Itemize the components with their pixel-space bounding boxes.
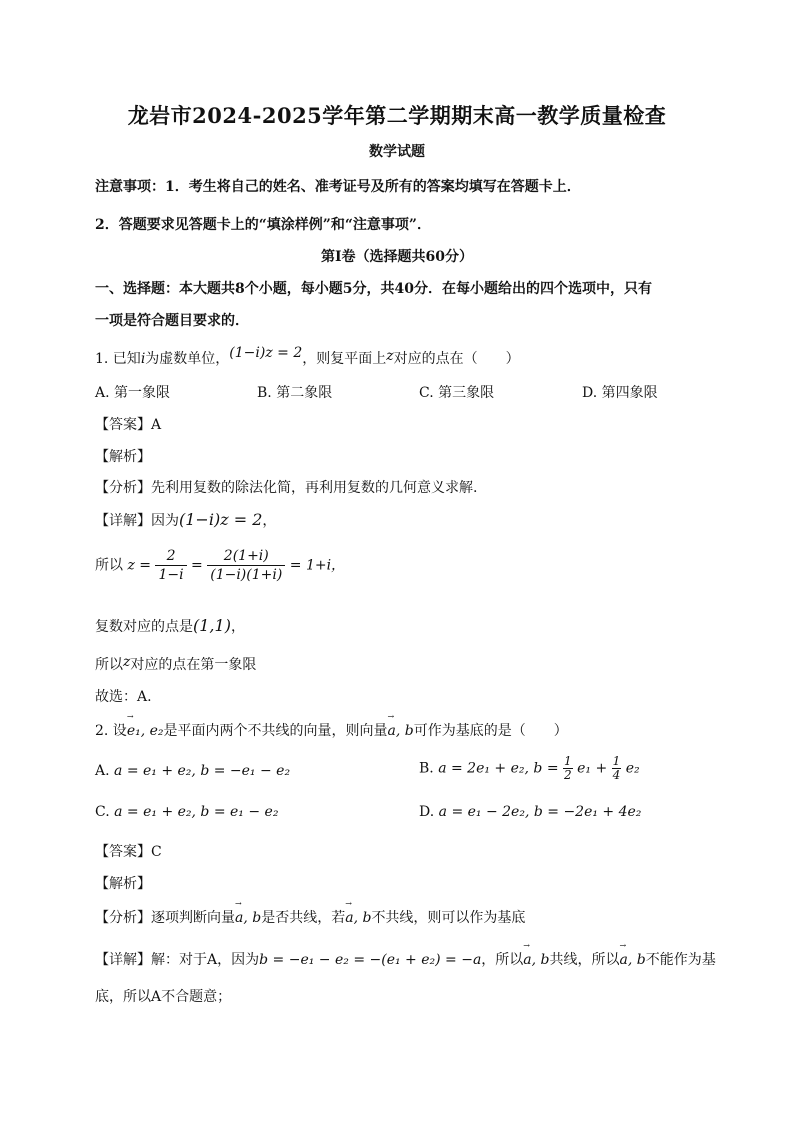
q2-option-b (419, 755, 640, 782)
q1-fenxi: 【分析】先利用复数的除法化简，再利用复数的几何意义求解. (95, 480, 478, 496)
q1-fraction-1 (155, 547, 186, 584)
q2-option-b-frac-2 (612, 755, 622, 782)
q2-fenxi-vec-2: → a, b (345, 910, 371, 926)
q1-fraction-1-num: 2 (155, 547, 186, 566)
page-subtitle: 数学试题 (369, 144, 425, 160)
q1-answer: 【答案】A (95, 417, 162, 433)
q2-option-d-expr: a = e₁ − 2e₂, b = −2e₁ + 4e₂ (438, 804, 642, 820)
q1-detail-b: ， (262, 513, 277, 529)
q2-stem-vec-ab: → a, b (388, 723, 414, 739)
q2-option-b-pre: a = 2e₁ + e₂, b = (438, 760, 559, 777)
q2-detail-vec-1: → a, b (523, 952, 549, 968)
q2-detail-b: ，所以 (481, 952, 524, 968)
q1-detail-a: 【详解】因为 (95, 513, 179, 529)
q2-fenxi (95, 907, 525, 927)
q2-detail (95, 949, 716, 969)
q1-point-b: ， (230, 619, 245, 635)
q1-stem (95, 345, 520, 368)
q1-fraction-2-den: (1−i)(1+i) (210, 567, 283, 583)
q2-detail-vec-2: → a, b (620, 952, 646, 968)
q1-point-a: 复数对应的点是 (95, 619, 193, 635)
q1-option-a: A. 第一象限 (95, 385, 171, 401)
q2-fenxi-b: 是否共线，若 (261, 910, 346, 926)
q1-fraction-1-den: 1−i (158, 567, 184, 583)
q1-equals: = (191, 557, 203, 574)
q1-solve-line (95, 547, 345, 584)
q1-detail-eq: (1−i)z = 2 (179, 510, 263, 529)
section-title: 第Ⅰ卷（选择题共60分） (320, 249, 474, 265)
q1-analysis-label: 【解析】 (95, 449, 151, 465)
q2-detail-eq: b = −e₁ − e₂ = −(e₁ + e₂) = −a (259, 952, 482, 968)
q1-stem-a: 1. 已知 (95, 351, 141, 367)
q2-detail-d: 不能作为基 (645, 952, 716, 968)
q2-analysis-label: 【解析】 (95, 876, 151, 892)
q1-detail (95, 510, 276, 530)
q2-fenxi-a: 【分析】逐项判断向量 (95, 910, 235, 926)
q1-so-tail: = 1+i， (289, 557, 346, 574)
q1-quad-a: 所以 (95, 657, 123, 673)
q2-option-b-frac-1-den: 2 (564, 768, 572, 782)
q2-option-b-label: B. (419, 760, 434, 777)
q2-fenxi-c: 不共线，则可以作为基底 (371, 910, 526, 926)
q1-stem-c: ，则复平面上 (302, 351, 387, 367)
q2-option-a (95, 763, 290, 779)
q1-point-line (95, 616, 245, 636)
q1-point-value: (1,1) (193, 616, 231, 635)
q2-option-b-frac-1-num: 1 (564, 754, 572, 768)
q2-stem (95, 720, 568, 740)
q1-fraction-2 (207, 547, 285, 584)
q2-option-c (95, 804, 278, 820)
q2-answer: 【答案】C (95, 844, 162, 860)
q1-fraction-2-num: 2(1+i) (207, 547, 285, 566)
part1-line-2: 一项是符合题目要求的． (95, 313, 249, 329)
q2-option-b-mid: e₁ + (577, 760, 608, 777)
q2-stem-vec-e: → e₁, e₂ (127, 723, 164, 739)
q2-stem-a: 2. 设 (95, 723, 127, 739)
q2-option-a-label: A. (95, 763, 110, 779)
q2-option-d-label: D. (419, 804, 435, 820)
q2-option-b-frac-1 (563, 755, 573, 782)
q1-option-d: D. 第四象限 (582, 385, 658, 401)
q2-stem-b: 是平面内两个不共线的向量，则向量 (163, 723, 388, 739)
part1-line-1: 一、选择题：本大题共8个小题，每小题5分，共40分．在每小题给出的四个选项中，只有 (95, 281, 652, 297)
q1-stem-i: i (140, 351, 146, 367)
q2-detail-line-2: 底，所以A不合题意； (95, 989, 232, 1005)
q1-so-a: 所以 (95, 557, 123, 574)
q2-detail-c: 共线，所以 (549, 952, 620, 968)
q2-fenxi-vec-1: → a, b (235, 910, 261, 926)
q1-option-c: C. 第三象限 (419, 385, 495, 401)
q2-stem-c: 可作为基底的是（ ） (413, 723, 568, 739)
notice-line-2: 2．答题要求见答题卡上的“填涂样例”和“注意事项”． (95, 217, 431, 233)
q1-stem-d: 对应的点在（ ） (393, 351, 520, 367)
q2-option-a-expr: a = e₁ + e₂, b = −e₁ − e₂ (114, 763, 291, 779)
q2-option-c-label: C. (95, 804, 110, 820)
q1-stem-b: 为虚数单位， (145, 351, 230, 367)
q2-option-b-frac-2-num: 1 (612, 754, 621, 768)
q2-option-b-frac-2-den: 4 (612, 768, 621, 782)
q2-option-d (419, 804, 641, 820)
q1-quad-b: 对应的点在第一象限 (130, 657, 257, 673)
q1-quad-z: z (123, 654, 131, 670)
q1-quadrant-line (95, 654, 256, 674)
page-title: 龙岩市2024-2025学年第二学期期末高一教学质量检查 (127, 103, 667, 128)
q1-stem-z: z (386, 348, 394, 364)
q1-option-b: B. 第二象限 (257, 385, 333, 401)
q2-detail-a: 【详解】解：对于A，因为 (95, 952, 260, 968)
notice-line-1: 注意事项：1．考生将自己的姓名、准考证号及所有的答案均填写在答题卡上． (95, 179, 581, 195)
q2-option-b-post: e₂ (625, 760, 640, 777)
q1-so-z: z = (127, 557, 152, 574)
q1-choose: 故选：A. (95, 689, 152, 705)
q2-option-c-expr: a = e₁ + e₂, b = e₁ − e₂ (114, 804, 279, 820)
q1-stem-eq: (1−i)z = 2 (229, 345, 303, 361)
